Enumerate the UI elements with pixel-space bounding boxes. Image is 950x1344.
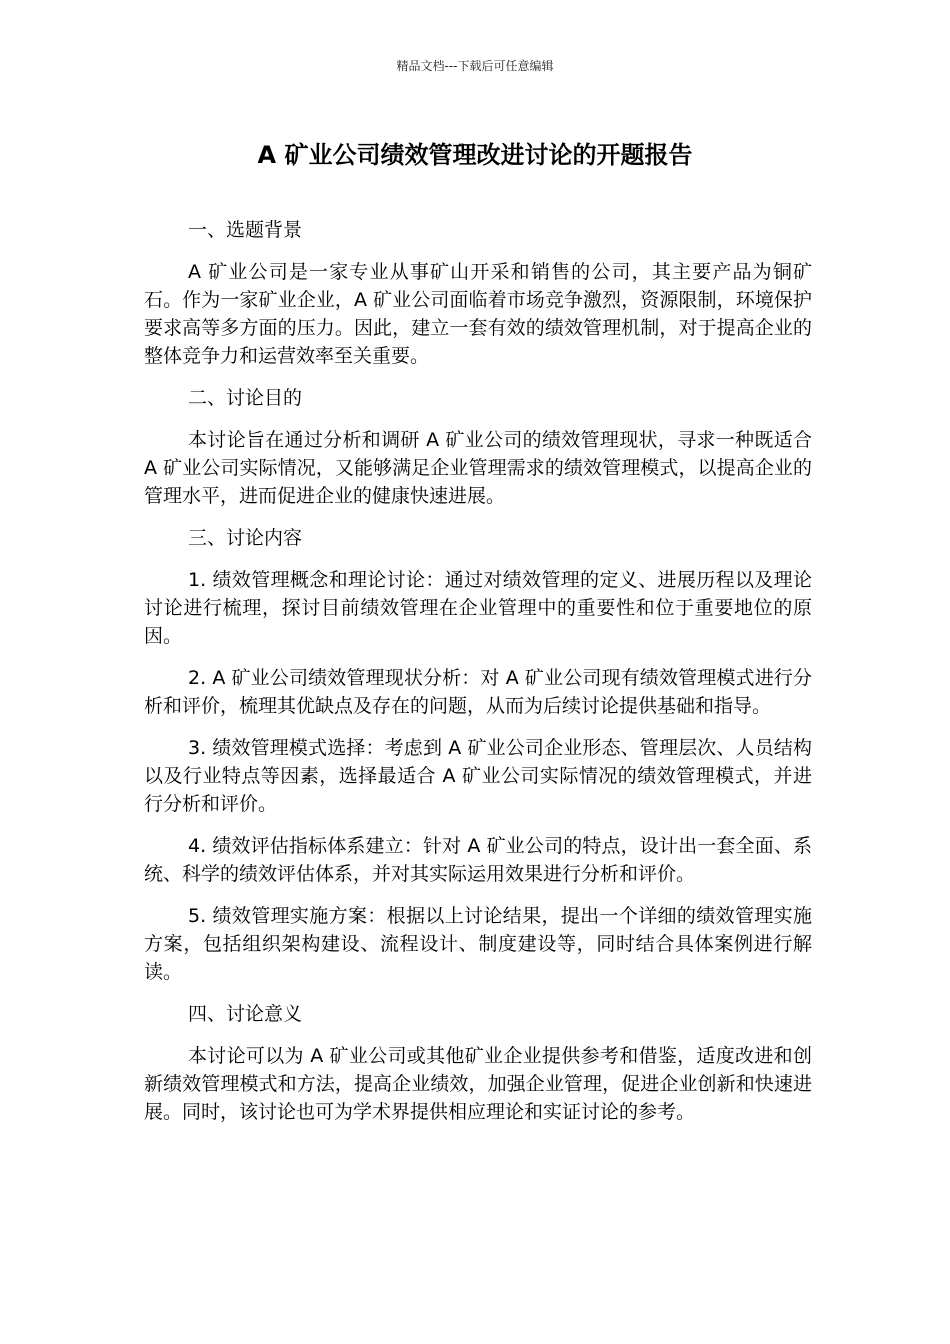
paragraph-significance: 本讨论可以为 A 矿业公司或其他矿业企业提供参考和借鉴，适度改进和创新绩效管理模式和方法，提高企业绩效，加强企业管理，促进企业创新和快速进展。同时，该讨论也可为学术界提供相应理论和实证讨论的参考。 (144, 1045, 812, 1123)
paragraph-content-item-5: 5. 绩效管理实施方案：根据以上讨论结果，提出一个详细的绩效管理实施方案，包括组织架构建设、流程设计、制度建设等，同时结合具体案例进行解读。 (144, 905, 812, 983)
section-heading-content: 三、讨论内容 (188, 527, 303, 549)
paragraph-content-item-4: 4. 绩效评估指标体系建立：针对 A 矿业公司的特点，设计出一套全面、系统、科学的绩效评估体系，并对其实际运用效果进行分析和评价。 (144, 835, 812, 885)
section-heading-significance: 四、讨论意义 (188, 1003, 303, 1025)
paragraph-background: A 矿业公司是一家专业从事矿山开采和销售的公司，其主要产品为铜矿石。作为一家矿业企业，A 矿业公司面临着市场竞争激烈，资源限制，环境保护要求高等多方面的压力。因此，建立一套有效的绩效管理机制，对于提高企业的整体竞争力和运营效率至关重要。 (144, 261, 812, 367)
section-heading-background: 一、选题背景 (188, 219, 303, 241)
section-heading-purpose: 二、讨论目的 (188, 387, 303, 409)
document-title: A 矿业公司绩效管理改进讨论的开题报告 (257, 141, 693, 169)
paragraph-content-item-1: 1. 绩效管理概念和理论讨论：通过对绩效管理的定义、进展历程以及理论讨论进行梳理，探讨目前绩效管理在企业管理中的重要性和位于重要地位的原因。 (144, 569, 812, 647)
paragraph-purpose: 本讨论旨在通过分析和调研 A 矿业公司的绩效管理现状，寻求一种既适合 A 矿业公司实际情况，又能够满足企业管理需求的绩效管理模式，以提高企业的管理水平，进而促进企业的健康快速进展。 (144, 429, 812, 507)
header-note: 精品文档---下载后可任意编辑 (396, 59, 554, 73)
paragraph-content-item-3: 3. 绩效管理模式选择：考虑到 A 矿业公司企业形态、管理层次、人员结构以及行业特点等因素，选择最适合 A 矿业公司实际情况的绩效管理模式，并进行分析和评价。 (144, 737, 812, 815)
paragraph-content-item-2: 2. A 矿业公司绩效管理现状分析：对 A 矿业公司现有绩效管理模式进行分析和评价，梳理其优缺点及存在的问题，从而为后续讨论提供基础和指导。 (144, 667, 812, 717)
document-body (144, 216, 812, 1140)
